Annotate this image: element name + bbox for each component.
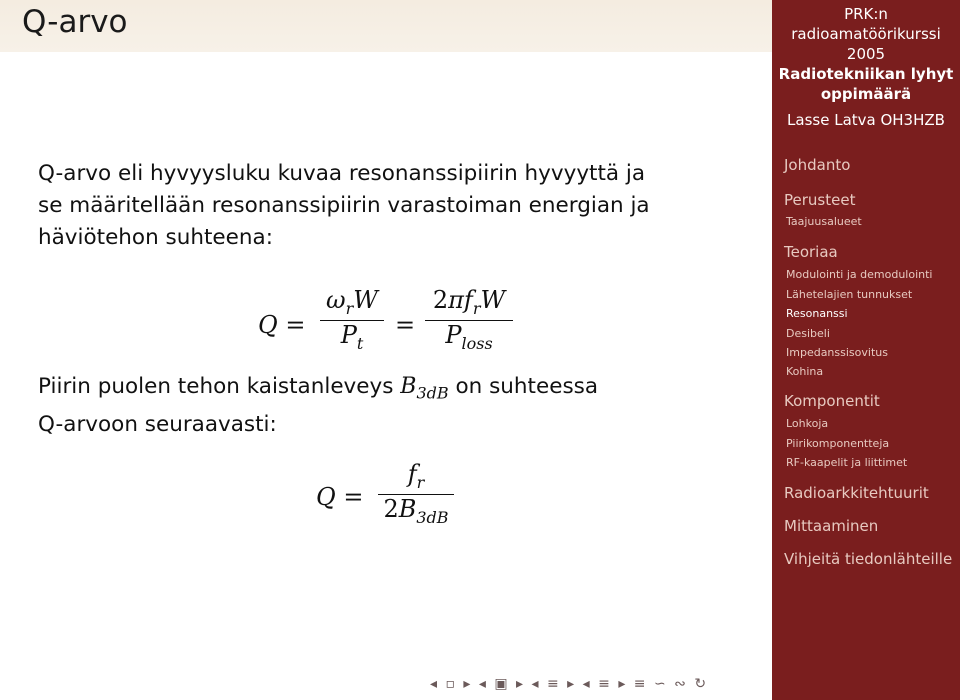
eq1-fraction-1: $\omega_rW$ $P_t$ [320,286,384,353]
nav-johdanto[interactable]: Johdanto [784,156,851,174]
author-name: Lasse Latva OH3HZB [787,111,945,129]
header-line5: oppimäärä [820,85,912,103]
header-line2: radioamatöörikurssi [791,25,941,43]
header-line3: 2005 [846,45,886,63]
paragraph-2 [38,371,598,441]
sidebar-header [772,4,960,104]
nav-mittaaminen[interactable]: Mittaaminen [784,517,879,535]
header-line1: PRK:n [844,5,888,23]
para1-line1: Q-arvo eli hyvyysluku kuvaa resonanssipiirin hyvyyttä ja [38,161,646,186]
nav-lahetelajien-tunnukset[interactable]: Lähetelajien tunnukset [786,288,913,301]
beamer-navigation-icons[interactable]: ◂ ▫ ▸ ◂ ▣ ▸ ◂ ≡ ▸ ◂ ≡ ▸ ≡ ∽ ∾ ↻ [430,676,709,692]
paragraph-1 [38,158,650,254]
nav-taajuusalueet[interactable]: Taajuusalueet [786,215,862,228]
nav-kohina[interactable]: Kohina [786,365,824,378]
eq2-fraction: $f_r$ $2B_{3dB}$ [378,460,454,527]
eq2-lhs: Q = [316,483,364,511]
nav-vihjeita[interactable]: Vihjeitä tiedonlähteille [784,550,953,568]
eq1-equals: = [395,311,416,339]
nav-lohkoja[interactable]: Lohkoja [786,417,829,430]
para2-line1-end: on suhteessa [455,374,599,399]
nav-komponentit[interactable]: Komponentit [784,392,880,410]
nav-rf-kaapelit[interactable]: RF-kaapelit ja liittimet [786,456,908,469]
para2-line2: Q-arvoon seuraavasti: [38,412,277,438]
title-bar [0,0,772,52]
nav-teoriaa[interactable]: Teoriaa [784,243,838,261]
para1-line3: häviötehon suhteena: [38,225,273,250]
eq1-lhs: Q = [258,311,306,339]
nav-modulointi[interactable]: Modulointi ja demodulointi [786,268,933,281]
nav-desibeli[interactable]: Desibeli [786,327,830,340]
nav-impedanssisovitus[interactable]: Impedanssisovitus [786,346,888,359]
sidebar [772,0,960,700]
nav-perusteet[interactable]: Perusteet [784,191,856,209]
para2-line1-start: Piirin puolen tehon kaistanleveys [38,374,401,399]
eq1-fraction-2: $2\pi f_rW$ $P_{loss}$ [425,286,513,353]
slide-title: Q-arvo [22,4,128,40]
header-line4: Radiotekniikan lyhyt [778,65,954,83]
nav-resonanssi[interactable]: Resonanssi [786,307,848,320]
nav-piirikomponentteja[interactable]: Piirikomponentteja [786,437,890,450]
para1-line2: se määritellään resonanssipiirin varastoiman energian ja [38,193,650,218]
nav-radioarkkitehtuurit[interactable]: Radioarkkitehtuurit [784,484,929,502]
para2-line1: Piirin puolen tehon kaistanleveys $B_{3dB}$ on suhteessa [38,374,599,403]
